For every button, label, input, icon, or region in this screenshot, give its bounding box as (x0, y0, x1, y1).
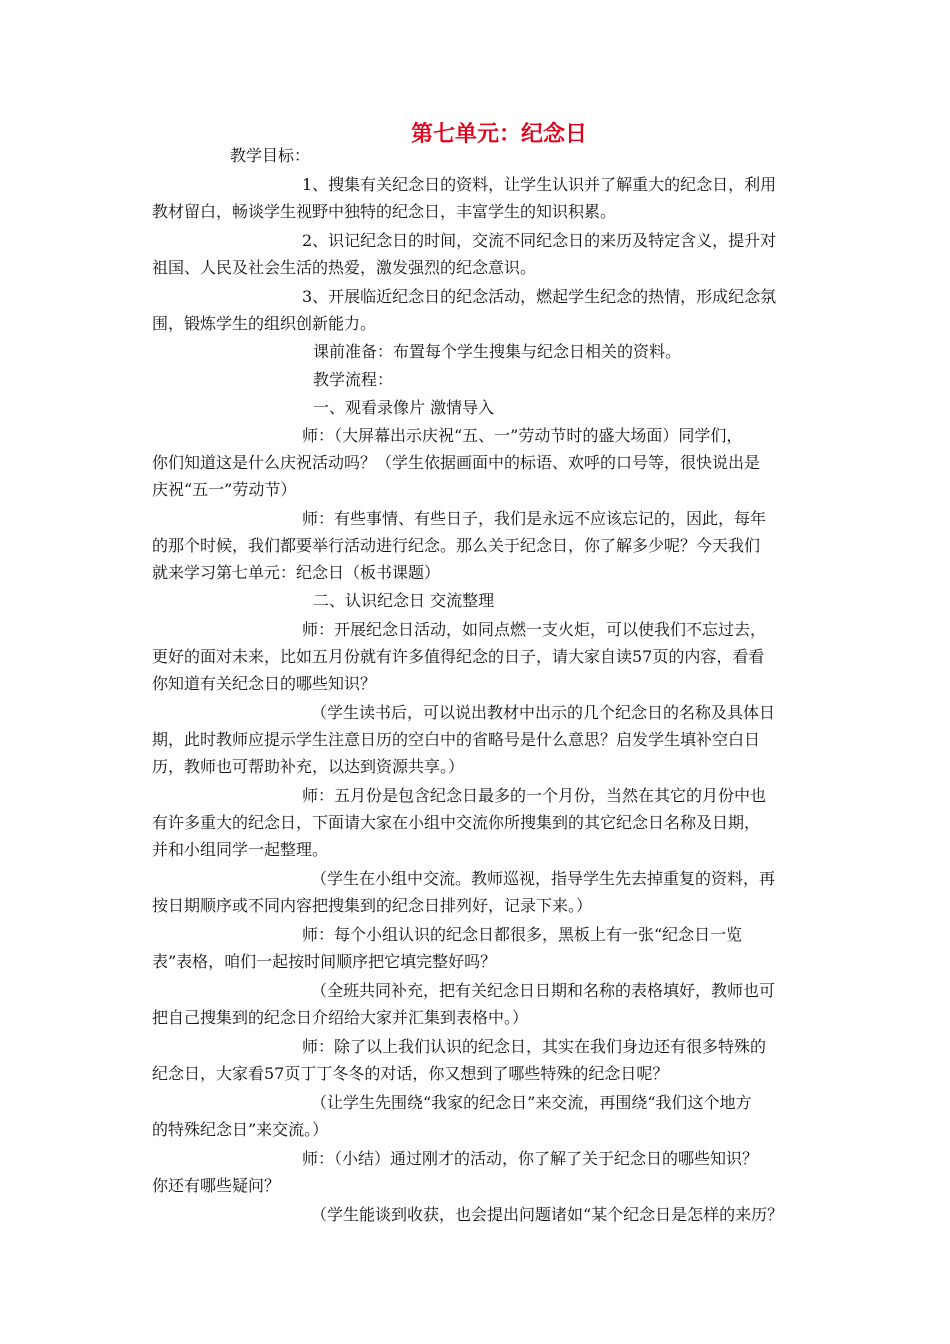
text-line: 师：除了以上我们认识的纪念日，其实在我们身边还有很多特殊的 (302, 1037, 767, 1056)
text-line: 师：（小结）通过刚才的活动，你了解了关于纪念日的哪些知识？ (302, 1149, 759, 1168)
text-line: 你还有哪些疑问？ (152, 1176, 281, 1195)
text-line: 表”表格，咱们一起按时间顺序把它填完整好吗？ (152, 952, 497, 971)
text-line: 并和小组同学一起整理。 (152, 840, 329, 859)
text-line: 把自己搜集到的纪念日介绍给大家并汇集到表格中。） (152, 1008, 529, 1027)
text-line: （让学生先围绕“我家的纪念日”来交流，再围绕“我们这个地方 (311, 1093, 752, 1112)
text-line: 纪念日，大家看57页丁丁冬冬的对话，你又想到了哪些特殊的纪念日呢？ (152, 1064, 669, 1083)
text-line: 课前准备：布置每个学生搜集与纪念日相关的资料。 (313, 342, 682, 361)
text-line: 期，此时教师应提示学生注意日历的空白中的省略号是什么意思？启发学生填补空白日 (152, 730, 761, 749)
text-line: 你们知道这是什么庆祝活动吗？（学生依据画面中的标语、欢呼的口号等，很快说出是 (152, 453, 761, 472)
text-line: 的那个时候，我们都要举行活动进行纪念。那么关于纪念日，你了解多少呢？今天我们 (152, 536, 761, 555)
text-line: 有许多重大的纪念日，下面请大家在小组中交流你所搜集到的其它纪念日名称及日期， (152, 813, 761, 832)
text-line: 师：开展纪念日活动，如同点燃一支火炬，可以使我们不忘过去， (302, 620, 767, 639)
text-line: 祖国、人民及社会生活的热爱，激发强烈的纪念意识。 (152, 258, 537, 277)
section-heading: 一、观看录像片 激情导入 (313, 398, 495, 417)
text-line: 按日期顺序或不同内容把搜集到的纪念日排列好，记录下来。） (152, 896, 593, 915)
text-line: 历，教师也可帮助补充，以达到资源共享。） (152, 757, 465, 776)
text-line: 庆祝“五一”劳动节） (152, 480, 297, 499)
text-line: 教材留白，畅谈学生视野中独特的纪念日，丰富学生的知识积累。 (152, 202, 617, 221)
text-line: 师：五月份是包含纪念日最多的一个月份，当然在其它的月份中也 (302, 786, 767, 805)
text-line: 围，锻炼学生的组织创新能力。 (152, 314, 377, 333)
page-title: 第七单元：纪念日 (410, 122, 587, 147)
text-line: 师：每个小组认识的纪念日都很多，黑板上有一张“纪念日一览 (302, 925, 743, 944)
section-heading: 二、认识纪念日 交流整理 (313, 591, 495, 610)
text-line: （学生能谈到收获，也会提出问题诸如“某个纪念日是怎样的来历？ (311, 1205, 784, 1224)
text-line: 就来学习第七单元：纪念日（板书课题） (152, 563, 441, 582)
text-line: 2、识记纪念日的时间，交流不同纪念日的来历及特定含义，提升对 (302, 231, 777, 250)
text-line: 更好的面对未来，比如五月份就有许多值得纪念的日子，请大家自读57页的内容，看看 (152, 647, 765, 666)
text-line: 1、搜集有关纪念日的资料，让学生认识并了解重大的纪念日，利用 (302, 175, 777, 194)
text-line: （学生读书后，可以说出教材中出示的几个纪念日的名称及具体日 (311, 703, 776, 722)
text-line: 的特殊纪念日”来交流。） (152, 1120, 329, 1139)
text-line: 教学目标： (230, 146, 311, 165)
text-line: 教学流程： (313, 370, 394, 389)
text-line: 你知道有关纪念日的哪些知识？ (152, 674, 377, 693)
text-line: 师：有些事情、有些日子，我们是永远不应该忘记的，因此，每年 (302, 509, 767, 528)
text-line: 3、开展临近纪念日的纪念活动，燃起学生纪念的热情，形成纪念氛 (302, 287, 777, 306)
text-line: 师：（大屏幕出示庆祝“五、一”劳动节时的盛大场面）同学们， (302, 426, 743, 445)
text-line: （学生在小组中交流。教师巡视，指导学生先去掉重复的资料，再 (311, 869, 776, 888)
text-line: （全班共同补充，把有关纪念日日期和名称的表格填好，教师也可 (311, 981, 776, 1000)
